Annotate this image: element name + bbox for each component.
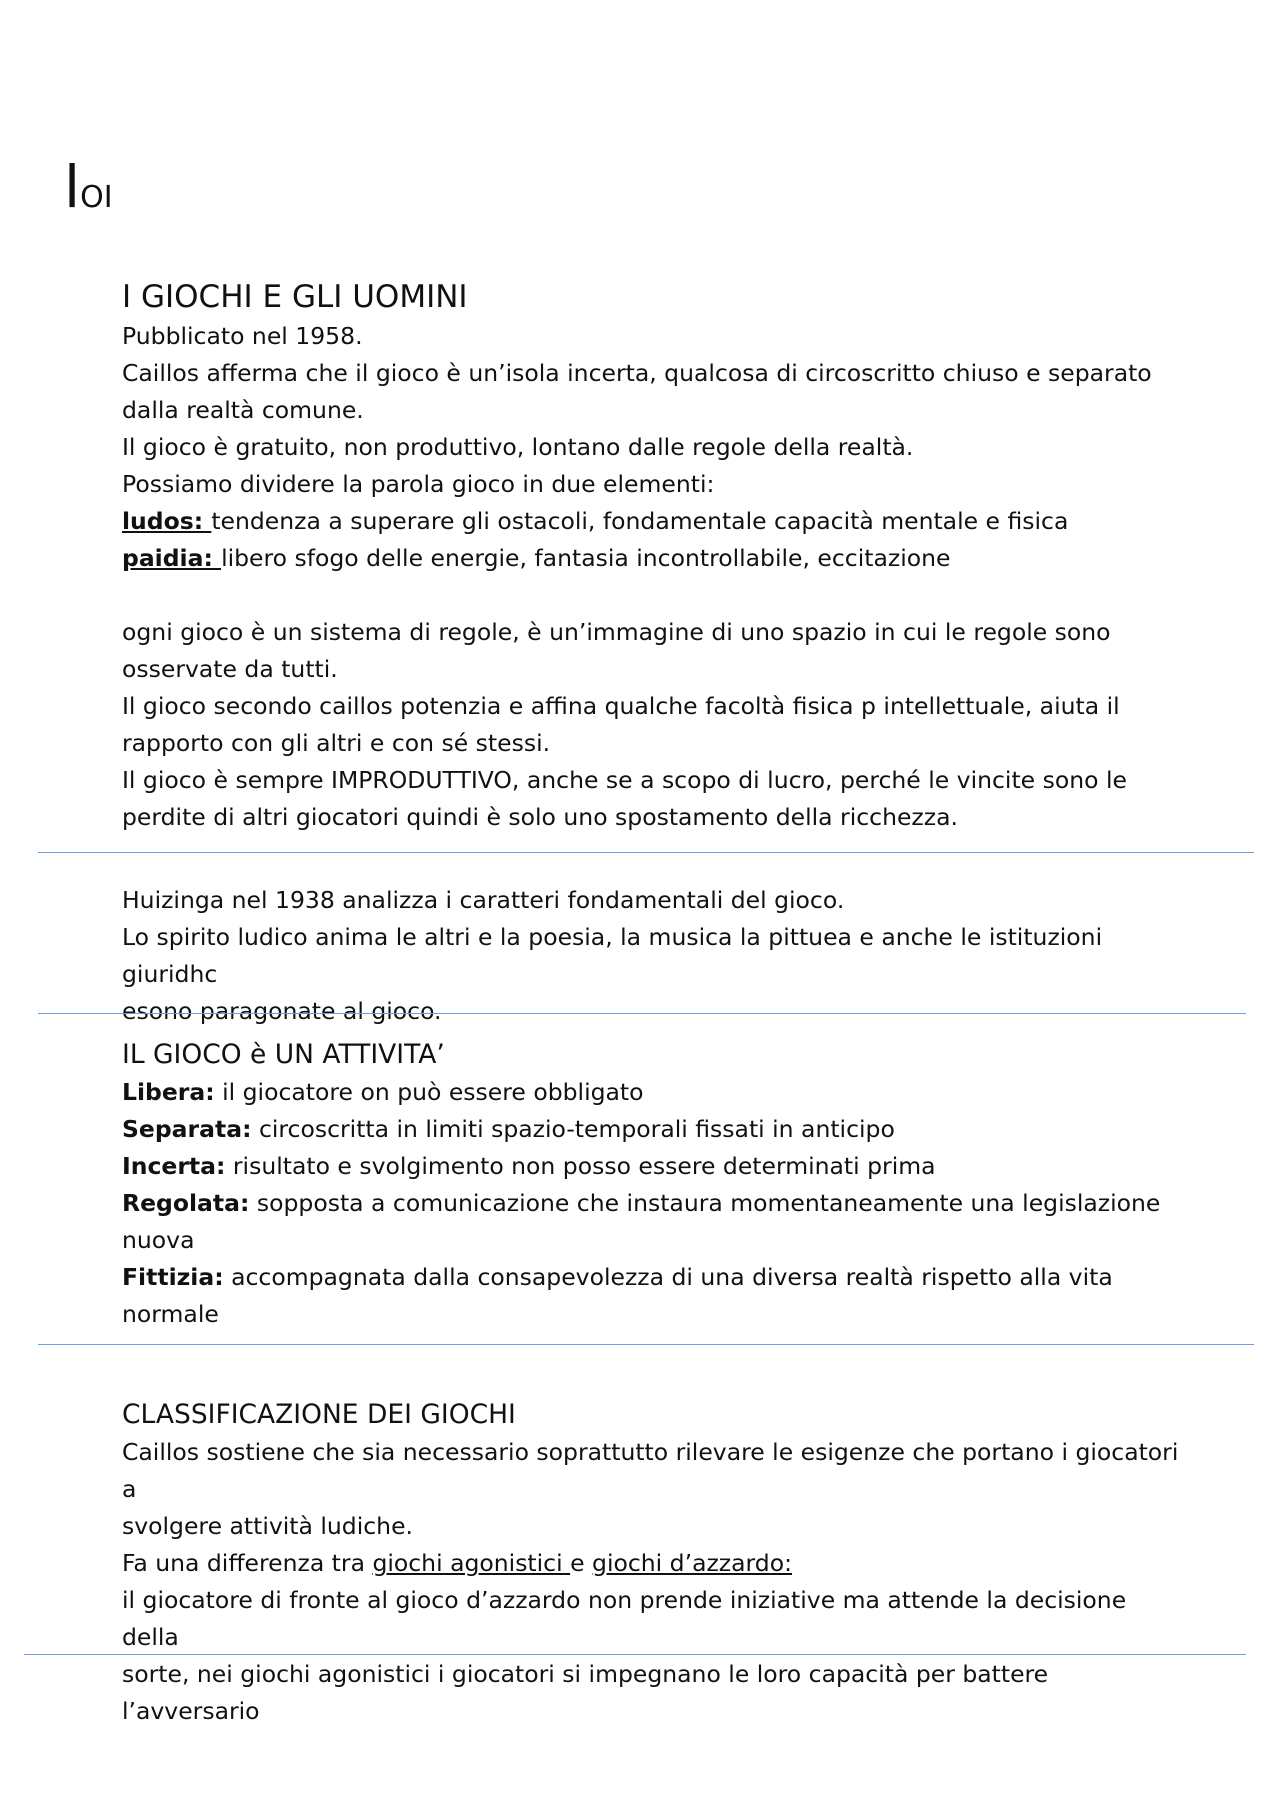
text-line: svolgere attività ludiche.: [122, 1512, 413, 1540]
section-giochi-uomini: [122, 276, 1182, 836]
list-item: [122, 1111, 1182, 1148]
text-line: sorte, nei giochi agonistici i giocatori si impegnano le loro capacità per battere l’avversario: [122, 1660, 1049, 1725]
text-line: Il gioco è gratuito, non produttivo, lontano dalle regole della realtà.: [122, 433, 914, 461]
list-item: [122, 1074, 1182, 1111]
item-term: Regolata:: [122, 1189, 250, 1217]
text-line: Caillos sostiene che sia necessario soprattutto rilevare le esigenze che portano i giocatori a: [122, 1438, 1179, 1503]
text-line: ogni gioco è un sistema di regole, è un’immagine di uno spazio in cui le regole sono: [122, 618, 1111, 646]
section-title: I GIOCHI E GLI UOMINI: [122, 279, 468, 315]
blank-line: [122, 577, 1182, 614]
item-term: Incerta:: [122, 1152, 226, 1180]
text-line: Il gioco secondo caillos potenzia e affina qualche facoltà fisica p intellettuale, aiuta il: [122, 692, 1120, 720]
list-item-continuation: [122, 1222, 1182, 1259]
item-term: Libera:: [122, 1078, 215, 1106]
text-line: Possiamo dividere la parola gioco in due elementi:: [122, 470, 715, 498]
item-text: risultato e svolgimento non posso essere determinati prima: [225, 1152, 936, 1180]
item-term: Separata:: [122, 1115, 252, 1143]
item-text: accompagnata dalla consapevolezza di una diversa realtà rispetto alla vita normale: [122, 1263, 1113, 1328]
text-line: Pubblicato nel 1958.: [122, 322, 363, 350]
list-item: [122, 1185, 1182, 1222]
term-ludos: [122, 503, 1182, 540]
term-paidia: [122, 540, 1182, 577]
item-text: il giocatore on può essere obbligato: [214, 1078, 644, 1106]
text-fragment: Fa una differenza tra: [122, 1549, 373, 1577]
term-definition: tendenza a superare gli ostacoli, fondamentale capacità mentale e fisica: [211, 507, 1069, 535]
text-line: rapporto con gli altri e con sé stessi.: [122, 729, 551, 757]
section-title: IL GIOCO è UN ATTIVITA’: [122, 1039, 445, 1070]
list-item: [122, 1148, 1182, 1185]
text-line: esono paragonate al gioco.: [122, 997, 442, 1025]
section-classificazione: [122, 1396, 1182, 1730]
underlined-term: giochi agonistici: [372, 1549, 571, 1577]
section-gioco-attivita: [122, 1036, 1182, 1333]
text-line: [122, 1545, 1182, 1582]
item-text: circoscritta in limiti spazio-temporali fissati in anticipo: [251, 1115, 895, 1143]
item-text: nuova: [122, 1226, 195, 1254]
item-text: sopposta a comunicazione che instaura momentaneamente una legislazione: [249, 1189, 1161, 1217]
underlined-term: giochi d’azzardo:: [592, 1549, 793, 1577]
text-line: il giocatore di fronte al gioco d’azzardo non prende iniziative ma attende la decisione della: [122, 1586, 1127, 1651]
term-label: ludos:: [122, 507, 212, 535]
text-line: Huizinga nel 1938 analizza i caratteri fondamentali del gioco.: [122, 886, 845, 914]
text-line: Il gioco è sempre IMPRODUTTIVO, anche se a scopo di lucro, perché le vincite sono le: [122, 766, 1127, 794]
divider-line: [38, 852, 1254, 853]
divider-line: [24, 1654, 1246, 1655]
text-line: osservate da tutti.: [122, 655, 338, 683]
text-line: Lo spirito ludico anima le altri e la poesia, la musica la pittuea e anche le istituzioni giuridhc: [122, 923, 1103, 988]
text-line: perdite di altri giocatori quindi è solo uno spostamento della ricchezza.: [122, 803, 958, 831]
divider-line: [38, 1013, 1246, 1014]
section-huizinga: [122, 882, 1182, 1030]
term-label: paidia:: [122, 544, 222, 572]
divider-line: [38, 1344, 1254, 1345]
term-definition: libero sfogo delle energie, fantasia incontrollabile, eccitazione: [221, 544, 951, 572]
logo-letter-large: l: [64, 153, 81, 221]
list-item: [122, 1259, 1182, 1333]
logo-letters-small: OI: [80, 180, 113, 215]
section-title: CLASSIFICAZIONE DEI GIOCHI: [122, 1399, 516, 1430]
text-line: dalla realtà comune.: [122, 396, 364, 424]
text-line: Caillos afferma che il gioco è un’isola incerta, qualcosa di circoscritto chiuso e separato: [122, 359, 1152, 387]
item-term: Fittizia:: [122, 1263, 224, 1291]
handwritten-logo: [64, 153, 113, 221]
text-fragment: e: [570, 1549, 593, 1577]
